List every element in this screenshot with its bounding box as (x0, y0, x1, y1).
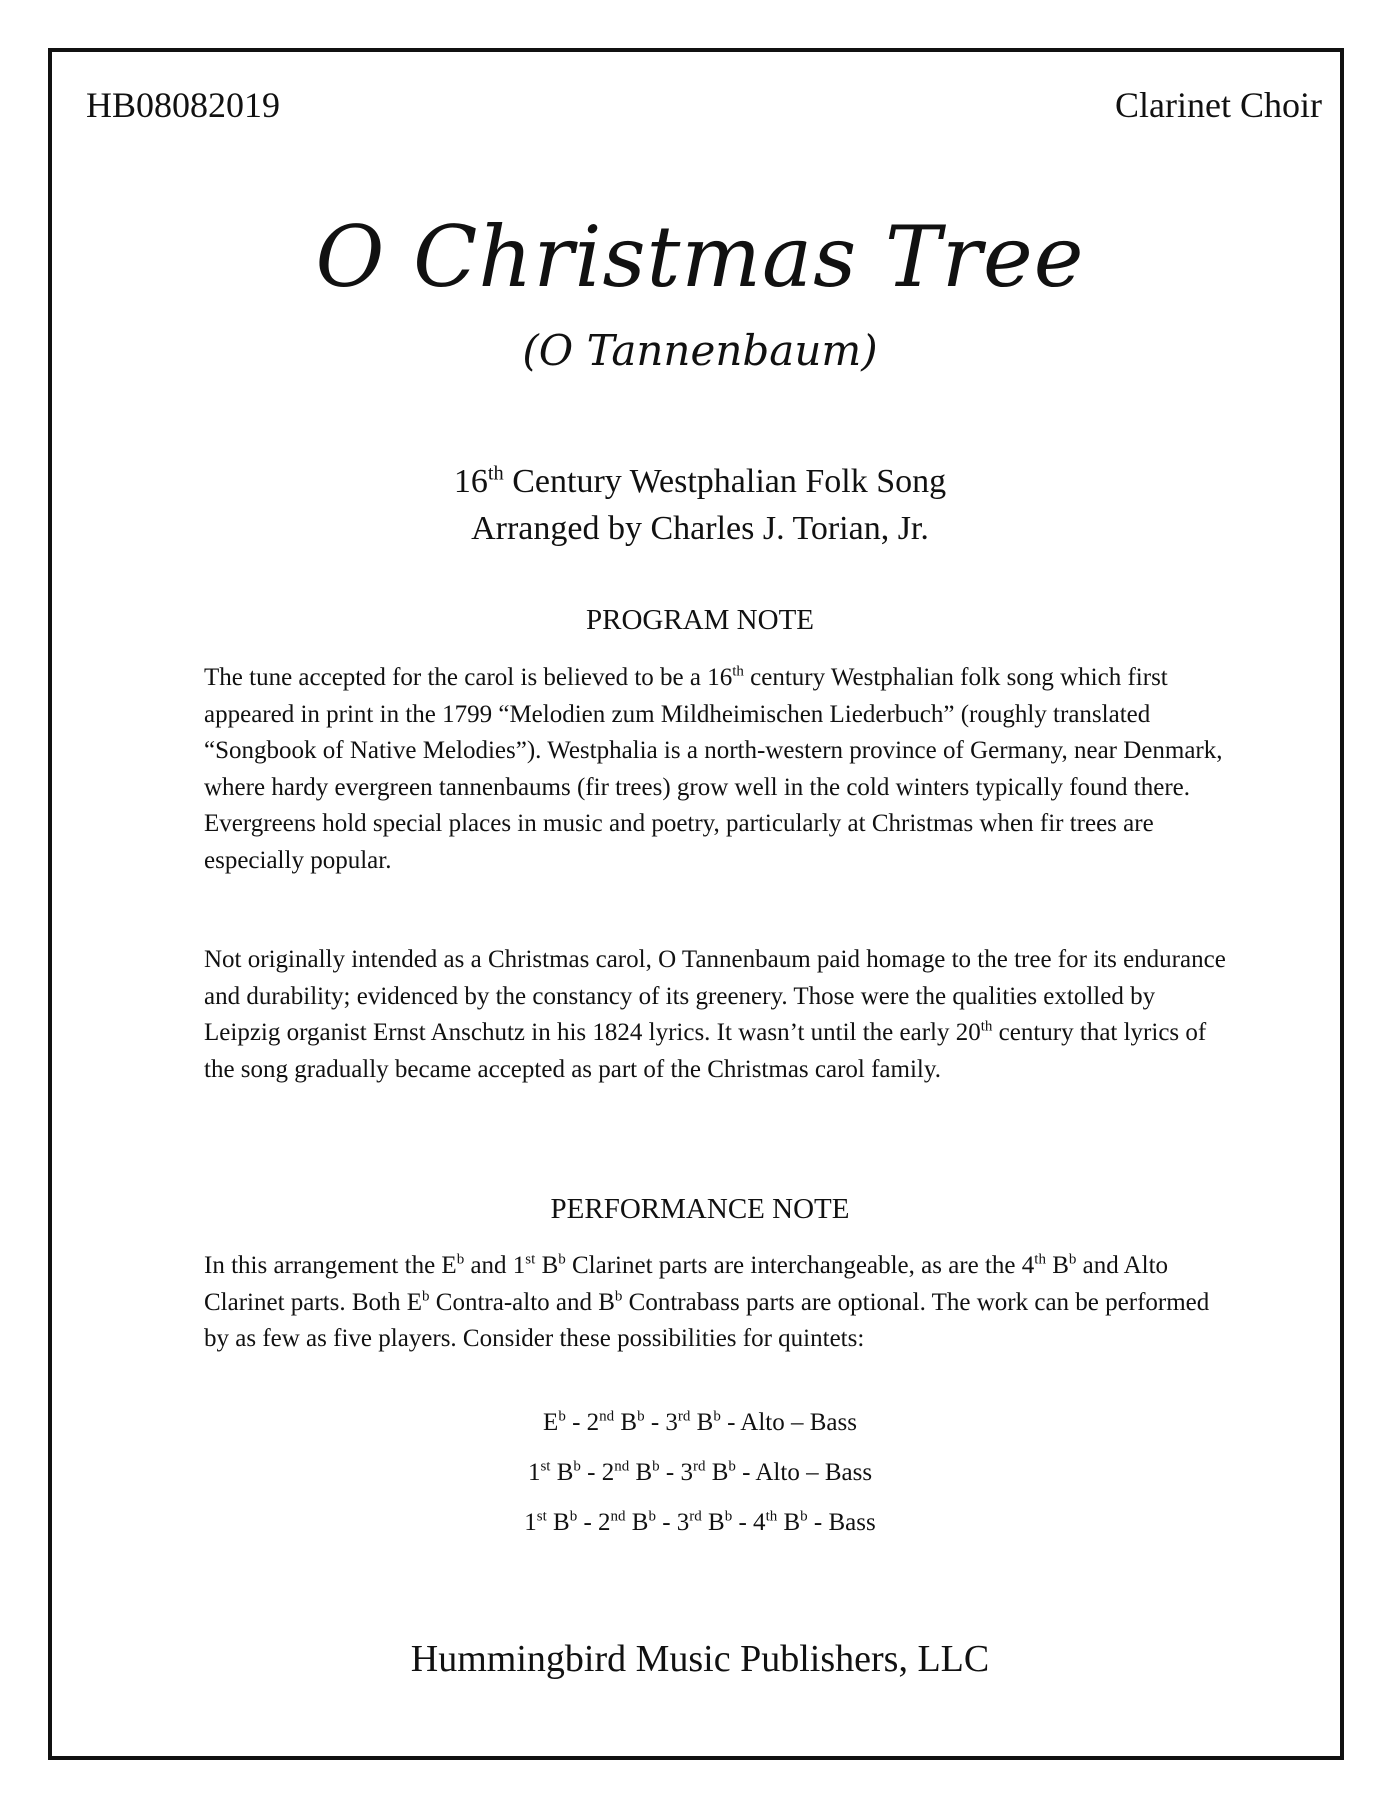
ensemble-label: Clarinet Choir (1115, 85, 1322, 125)
quintet-option-2: 1st $B^b - 2nd$ $B^b - 3rd$ $B^b$ - Alto – Bass (527, 1458, 873, 1486)
page-subtitle: (O Tannenbaum) (522, 326, 878, 375)
publisher-name: Hummingbird Music Publishers, LLC (410, 1638, 990, 1680)
origin-credit: 16th Century Westphalian Folk Song (453, 462, 947, 500)
arranger-credit: Arranged by Charles J. Torian, Jr. (471, 510, 929, 547)
page-title: O Christmas Tree (315, 208, 1085, 306)
performance-note-paragraph: In this arrangement the $E^b$ and 1st $B^b$ Clarinet parts are interchangeable, as are the 4th $B^b$ and Alto Clarinet parts. Both $E^b$ Contra-alto and $B^b$ Contrabass parts are optional. The work can be performed by as few as five players. Consider these possibilities for quintets: (204, 1251, 1210, 1352)
quintet-option-3: 1st $B^b - 2nd$ $B^b - 3rd$ $B^b - 4th$ $B^b$ - Bass (524, 1508, 876, 1536)
program-note-paragraph-2: Not originally intended as a Christmas carol, O Tannenbaum paid homage to the tree for its endurance and durability; evidenced by the constancy of its greenery. Those were the qualities extolled by Leipzig organist Ernst Anschutz in his 1824 lyrics. It wasn’t until the early 20th century that lyrics of the song gradually became accepted as part of the Christmas carol family. (204, 946, 1226, 1083)
quintet-option-1: $E^b - 2nd$ $B^b - 3rd$ $B^b$ - Alto – Bass (543, 1408, 857, 1436)
catalog-code: HB08082019 (86, 85, 281, 125)
performance-note-heading: PERFORMANCE NOTE (550, 1193, 850, 1225)
program-note-heading: PROGRAM NOTE (586, 604, 814, 636)
program-note-paragraph-1: The tune accepted for the carol is believed to be a 16th century Westphalian folk song which first appeared in print in the 1799 “Melodien zum Mildheimischen Liederbuch” (roughly translated “Songbook of Native Melodies”). Westphalia is a north-western province of Germany, near Denmark, where hardy evergreen tannenbaums (fir trees) grow well in the cold winters typically found there. Evergreens hold special places in music and poetry, particularly at Christmas when fir trees are especially popular. (204, 663, 1223, 874)
